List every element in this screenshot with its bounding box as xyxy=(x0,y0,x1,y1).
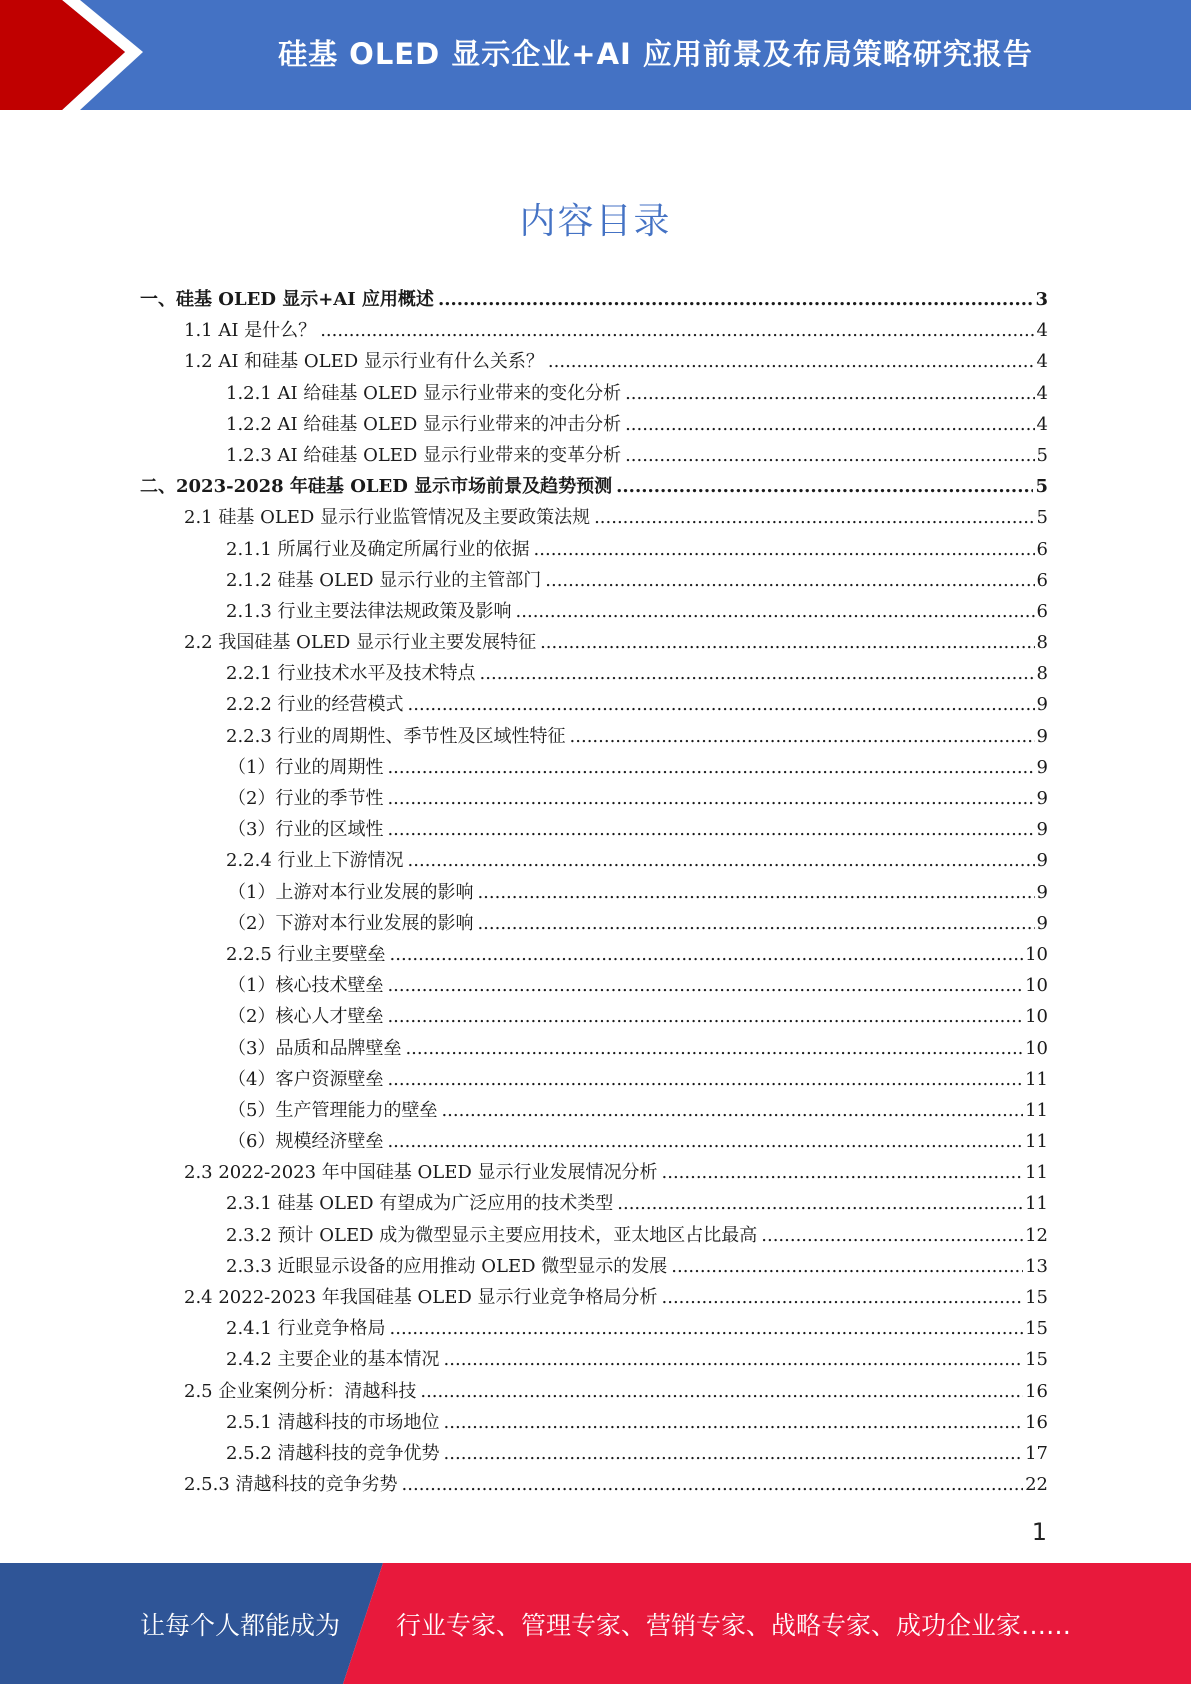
toc-leader-dots xyxy=(548,346,1035,377)
toc-leader-dots xyxy=(387,752,1034,783)
toc-entry-page: 5 xyxy=(1036,444,1048,466)
toc-entry[interactable] xyxy=(140,877,1048,908)
report-title: 硅基 OLED 显示企业+AI 应用前景及布局策略研究报告 xyxy=(278,36,1033,71)
toc-entry-text: 2.1.3 行业主要法律法规政策及影响 xyxy=(226,600,512,622)
toc-entry-text: 2.3.3 近眼显示设备的应用推动 OLED 微型显示的发展 xyxy=(226,1255,668,1277)
toc-leader-dots xyxy=(477,908,1034,939)
toc-entry-page: 9 xyxy=(1036,850,1048,872)
toc-entry-text: 2.2.4 行业上下游情况 xyxy=(226,850,404,872)
toc-entry-text: 2.4 2022-2023 年我国硅基 OLED 显示行业竞争格局分析 xyxy=(184,1287,658,1308)
toc-entry-page: 15 xyxy=(1025,1349,1048,1371)
toc-leader-dots xyxy=(402,1469,1024,1500)
toc-entry-page: 5 xyxy=(1035,476,1048,498)
toc-entry-page: 16 xyxy=(1025,1380,1048,1402)
toc-entry[interactable] xyxy=(140,939,1048,970)
toc-leader-dots xyxy=(438,284,1034,315)
toc-entry-page: 15 xyxy=(1025,1287,1048,1308)
toc-entry-text: 2.4.1 行业竞争格局 xyxy=(226,1318,386,1340)
toc-entry-text: （5）生产管理能力的壁垒 xyxy=(228,1099,438,1121)
toc-entry-page: 4 xyxy=(1036,382,1048,404)
toc-entry-page: 11 xyxy=(1025,1068,1048,1090)
toc-leader-dots xyxy=(444,1344,1024,1375)
toc-entry-text: 2.3 2022-2023 年中国硅基 OLED 显示行业发展情况分析 xyxy=(184,1162,658,1184)
toc-entry-text: 2.2.1 行业技术水平及技术特点 xyxy=(226,663,476,685)
toc-entry-page: 5 xyxy=(1036,507,1048,529)
page-number: 1 xyxy=(1031,1518,1047,1546)
toc-entry[interactable] xyxy=(140,908,1048,939)
toc-leader-dots xyxy=(405,1033,1023,1064)
toc-entry-text: （3）品质和品牌壁垒 xyxy=(228,1037,402,1059)
toc-leader-dots xyxy=(408,689,1035,720)
toc-entry-text: （6）规模经济壁垒 xyxy=(228,1131,384,1153)
toc-leader-dots xyxy=(408,845,1035,876)
toc-entry-text: （3）行业的区域性 xyxy=(228,819,384,841)
toc-entry-page: 4 xyxy=(1036,320,1048,342)
footer-slogan-right: 行业专家、管理专家、营销专家、战略专家、成功企业家…… xyxy=(396,1610,1072,1640)
toc-entry[interactable] xyxy=(140,1438,1048,1469)
toc-entry[interactable] xyxy=(140,970,1048,1001)
toc-leader-dots xyxy=(420,1376,1023,1407)
toc-leader-dots xyxy=(387,1001,1023,1032)
toc-entry[interactable] xyxy=(140,1095,1048,1126)
toc-leader-dots xyxy=(534,534,1035,565)
toc-entry[interactable] xyxy=(140,1064,1048,1095)
toc-entry[interactable] xyxy=(140,1126,1048,1157)
toc-entry-text: 二、2023-2028 年硅基 OLED 显示市场前景及趋势预测 xyxy=(140,476,613,498)
toc-entry-text: 2.3.2 预计 OLED 成为微型显示主要应用技术，亚太地区占比最高 xyxy=(226,1224,758,1246)
toc-leader-dots xyxy=(480,658,1035,689)
toc-leader-dots xyxy=(387,783,1034,814)
toc-leader-dots xyxy=(616,471,1033,502)
toc-entry-page: 9 xyxy=(1036,819,1048,841)
toc-entry-text: 1.2.2 AI 给硅基 OLED 显示行业带来的冲击分析 xyxy=(226,413,622,435)
toc-entry[interactable] xyxy=(140,346,1048,377)
toc-leader-dots xyxy=(594,502,1034,533)
toc-entry-page: 11 xyxy=(1025,1193,1048,1215)
toc-entry[interactable] xyxy=(140,783,1048,814)
toc-entry-page: 10 xyxy=(1025,1006,1048,1028)
toc-leader-dots xyxy=(625,440,1034,471)
toc-entry-text: （1）上游对本行业发展的影响 xyxy=(228,881,474,903)
toc-entry-text: 2.1.2 硅基 OLED 显示行业的主管部门 xyxy=(226,569,542,591)
toc-entry-page: 11 xyxy=(1025,1099,1048,1121)
toc-leader-dots xyxy=(387,1126,1023,1157)
toc-entry[interactable] xyxy=(140,284,1048,315)
toc-entry-page: 11 xyxy=(1025,1131,1048,1153)
toc-entry-page: 13 xyxy=(1025,1255,1048,1277)
toc-leader-dots xyxy=(441,1095,1023,1126)
toc-entry-page: 17 xyxy=(1025,1442,1048,1464)
toc-entry[interactable] xyxy=(140,721,1048,752)
toc-entry[interactable] xyxy=(140,845,1048,876)
toc-entry[interactable] xyxy=(140,1313,1048,1344)
toc-entry-page: 9 xyxy=(1036,788,1048,809)
toc-entry-page: 15 xyxy=(1025,1318,1048,1340)
toc-entry-text: 2.1.1 所属行业及确定所属行业的依据 xyxy=(226,538,530,560)
toc-entry[interactable] xyxy=(140,1407,1048,1438)
toc-entry-text: 2.3.1 硅基 OLED 有望成为广泛应用的技术类型 xyxy=(226,1193,614,1215)
toc-entry[interactable] xyxy=(140,689,1048,720)
toc-entry-text: 1.2.1 AI 给硅基 OLED 显示行业带来的变化分析 xyxy=(226,382,622,404)
toc-leader-dots xyxy=(390,939,1024,970)
toc-entry[interactable] xyxy=(140,1188,1048,1219)
toc-entry-text: （2）下游对本行业发展的影响 xyxy=(228,912,474,934)
toc-entry[interactable] xyxy=(140,1033,1048,1064)
toc-entry-text: 2.2.2 行业的经营模式 xyxy=(226,694,404,716)
toc-entry-text: 2.2.5 行业主要壁垒 xyxy=(226,943,386,965)
toc-entry-text: 2.5.3 清越科技的竞争劣势 xyxy=(184,1474,398,1496)
toc-entry-page: 6 xyxy=(1036,600,1048,622)
toc-entry[interactable] xyxy=(140,471,1048,502)
toc-leader-dots xyxy=(761,1220,1023,1251)
toc-entry-page: 8 xyxy=(1036,632,1048,654)
toc-entry-text: 2.2.3 行业的周期性、季节性及区域性特征 xyxy=(226,725,566,747)
toc-leader-dots xyxy=(516,596,1035,627)
toc-leader-dots xyxy=(662,1282,1024,1313)
toc-entry-page: 4 xyxy=(1036,351,1048,373)
toc-entry-page: 10 xyxy=(1025,975,1048,997)
toc-entry[interactable] xyxy=(140,534,1048,565)
toc-entry-page: 6 xyxy=(1036,538,1048,560)
toc-entry[interactable] xyxy=(140,1469,1048,1500)
toc-entry[interactable] xyxy=(140,1220,1048,1251)
toc-entry-page: 9 xyxy=(1036,725,1048,747)
toc-entry-page: 6 xyxy=(1036,569,1048,591)
toc-entry[interactable] xyxy=(140,1251,1048,1282)
toc-entry-page: 3 xyxy=(1035,289,1048,310)
footer-slogan-left: 让每个人都能成为 xyxy=(140,1610,341,1640)
toc-leader-dots xyxy=(662,1157,1024,1188)
toc-leader-dots xyxy=(387,970,1023,1001)
toc-leader-dots xyxy=(545,565,1034,596)
toc-entry-page: 10 xyxy=(1025,1037,1048,1059)
toc-leader-dots xyxy=(625,409,1034,440)
toc-leader-dots xyxy=(444,1438,1024,1469)
toc-entry-text: 2.2 我国硅基 OLED 显示行业主要发展特征 xyxy=(184,632,537,654)
toc-entry-text: （2）行业的季节性 xyxy=(228,788,384,809)
toc-entry-text: （1）核心技术壁垒 xyxy=(228,975,384,997)
toc-leader-dots xyxy=(444,1407,1024,1438)
toc-entry-page: 11 xyxy=(1025,1162,1048,1184)
toc-entry-text: 2.4.2 主要企业的基本情况 xyxy=(226,1349,440,1371)
toc-leader-dots xyxy=(387,814,1034,845)
toc-leader-dots xyxy=(540,627,1034,658)
toc-leader-dots xyxy=(570,721,1035,752)
toc-entry[interactable] xyxy=(140,378,1048,409)
toc-entry-page: 10 xyxy=(1025,943,1048,965)
toc-entry[interactable] xyxy=(140,752,1048,783)
toc-entry[interactable] xyxy=(140,440,1048,471)
toc-entry-page: 16 xyxy=(1025,1411,1048,1433)
toc-entry-text: 2.5.2 清越科技的竞争优势 xyxy=(226,1442,440,1464)
toc-entry-text: （1）行业的周期性 xyxy=(228,756,384,778)
toc-heading: 内容目录 xyxy=(519,201,672,242)
toc-leader-dots xyxy=(477,877,1034,908)
toc-entry-page: 9 xyxy=(1036,756,1048,778)
toc-entry-text: 1.2 AI 和硅基 OLED 显示行业有什么关系？ xyxy=(184,351,544,373)
toc-entry-page: 9 xyxy=(1036,694,1048,716)
toc-entry-page: 8 xyxy=(1036,663,1048,685)
toc-entry-text: 一、硅基 OLED 显示+AI 应用概述 xyxy=(140,289,434,310)
toc-entry[interactable] xyxy=(140,1376,1048,1407)
footer-banner xyxy=(0,1563,1191,1684)
toc-entry-text: （2）核心人才壁垒 xyxy=(228,1006,384,1028)
toc-entry[interactable] xyxy=(140,409,1048,440)
toc-leader-dots xyxy=(625,378,1034,409)
toc-entry-text: （4）客户资源壁垒 xyxy=(228,1068,384,1090)
toc-entry[interactable] xyxy=(140,502,1048,533)
toc-entry[interactable] xyxy=(140,627,1048,658)
toc-entry[interactable] xyxy=(140,658,1048,689)
toc-entry-text: 1.1 AI 是什么？ xyxy=(184,320,317,342)
header-banner xyxy=(0,0,1191,110)
toc-entry-page: 4 xyxy=(1036,413,1048,435)
toc-leader-dots xyxy=(320,315,1034,346)
toc-entry[interactable] xyxy=(140,565,1048,596)
toc-leader-dots xyxy=(387,1064,1023,1095)
toc-entry-text: 2.1 硅基 OLED 显示行业监管情况及主要政策法规 xyxy=(184,507,591,529)
toc-entry-page: 22 xyxy=(1025,1474,1048,1496)
toc-entry[interactable] xyxy=(140,814,1048,845)
toc-entry[interactable] xyxy=(140,1282,1048,1313)
toc-entry[interactable] xyxy=(140,1001,1048,1032)
table-of-contents xyxy=(140,284,1048,1500)
toc-entry[interactable] xyxy=(140,1344,1048,1375)
toc-leader-dots xyxy=(390,1313,1024,1344)
toc-leader-dots xyxy=(617,1188,1023,1219)
toc-entry-page: 9 xyxy=(1036,881,1048,903)
toc-entry-text: 2.5 企业案例分析：清越科技 xyxy=(184,1380,417,1402)
toc-entry[interactable] xyxy=(140,596,1048,627)
toc-leader-dots xyxy=(671,1251,1023,1282)
toc-entry-page: 9 xyxy=(1036,912,1048,934)
toc-entry-page: 12 xyxy=(1025,1224,1048,1246)
toc-entry-text: 1.2.3 AI 给硅基 OLED 显示行业带来的变革分析 xyxy=(226,444,622,466)
toc-entry-text: 2.5.1 清越科技的市场地位 xyxy=(226,1411,440,1433)
toc-entry[interactable] xyxy=(140,1157,1048,1188)
toc-entry[interactable] xyxy=(140,315,1048,346)
